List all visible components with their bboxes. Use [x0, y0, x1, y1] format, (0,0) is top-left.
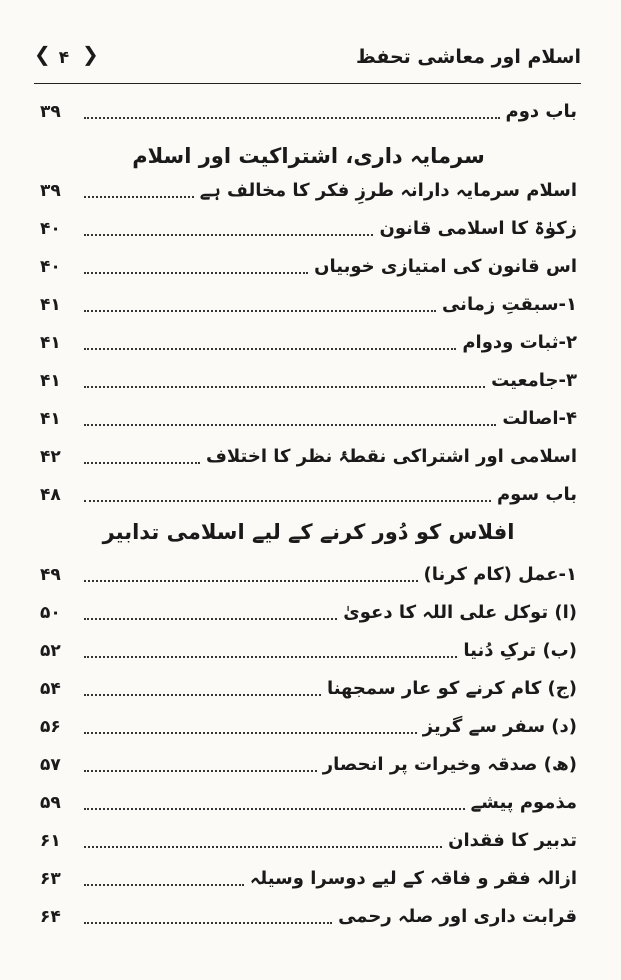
toc-entry-page-number: ۴۰: [40, 219, 61, 239]
toc-entry-title: (د) سفر سے گریز: [422, 716, 577, 737]
dot-leader: [84, 500, 491, 502]
toc-entry: [40, 97, 577, 125]
toc-entry: [40, 598, 577, 626]
toc-entry: [40, 788, 577, 816]
toc-entry-title: مذموم پیشے: [470, 792, 577, 813]
toc-entry-page-number: ۴۱: [40, 409, 61, 429]
toc-entry-title: ۱-عمل (کام کرنا): [423, 564, 577, 585]
toc-entry: [40, 560, 577, 588]
toc-entry-title: (ب) ترکِ دُنیا: [463, 640, 577, 661]
dot-leader: [84, 846, 442, 848]
dot-leader: [84, 196, 194, 198]
toc-entry-page-number: ۵۲: [40, 641, 61, 661]
toc-entry-page-number: ۴۱: [40, 371, 61, 391]
toc-entry-page-number: ۵۹: [40, 793, 61, 813]
page-header: [34, 40, 581, 80]
toc-entry-title: باب سوم: [496, 484, 577, 505]
dot-leader: [84, 310, 436, 312]
toc-entry-title: (ا) توکل علی اللہ کا دعویٰ: [343, 602, 577, 623]
toc-entry: [40, 864, 577, 892]
toc-entry-title: ۴-اصالت: [502, 408, 577, 429]
toc-entry-page-number: ۴۱: [40, 295, 61, 315]
dot-leader: [84, 770, 317, 772]
toc-entry-title: باب دوم: [505, 101, 577, 122]
header-rule: [34, 83, 581, 84]
running-title: اسلام اور معاشی تحفظ: [355, 46, 581, 68]
toc-entry-page-number: ۶۱: [40, 831, 61, 851]
toc-entry-page-number: ۴۰: [40, 257, 61, 277]
toc-entry-title: ۳-جامعیت: [491, 370, 577, 391]
toc-entry-title: (ھ) صدقہ وخیرات پر انحصار: [322, 754, 577, 775]
toc-entry-page-number: ۶۴: [40, 907, 61, 927]
dot-leader: [84, 348, 456, 350]
toc-entry-page-number: ۳۹: [40, 181, 61, 201]
toc-entry: [40, 674, 577, 702]
dot-leader: [84, 580, 418, 582]
dot-leader: [84, 424, 496, 426]
dot-leader: [84, 808, 465, 810]
toc-entry-page-number: ۳۹: [40, 102, 61, 122]
dot-leader: [84, 462, 200, 464]
page-number: ۴: [58, 48, 70, 68]
dot-leader: [84, 117, 500, 119]
toc-entry: [40, 290, 577, 318]
toc-entry-title: ۲-ثبات ودوام: [462, 332, 577, 353]
toc-entry: [40, 214, 577, 242]
toc-entry-page-number: ۴۸: [40, 485, 61, 505]
toc-entry: [40, 328, 577, 356]
toc-entry-page-number: ۵۷: [40, 755, 61, 775]
toc-entry: [40, 902, 577, 930]
toc-entry: [40, 750, 577, 778]
dot-leader: [84, 922, 332, 924]
dot-leader: [84, 656, 457, 658]
toc-entry: [40, 176, 577, 204]
dot-leader: [84, 618, 337, 620]
toc-entry-title: تدبیر کا فقدان: [448, 830, 577, 851]
toc-entry-title: اسلام سرمایہ دارانہ طرزِ فکر کا مخالف ہے: [199, 180, 577, 201]
toc-entry-title: زکوٰۃ کا اسلامی قانون: [379, 218, 577, 239]
dot-leader: [84, 386, 485, 388]
toc-entry-page-number: ۴۲: [40, 447, 61, 467]
toc-entry: [40, 480, 577, 508]
toc-entry: [40, 826, 577, 854]
toc-entry-title: ازالہ فقر و فاقہ کے لیے دوسرا وسیلہ: [249, 868, 577, 889]
toc-entry: [40, 636, 577, 664]
section-heading: سرمایہ داری، اشتراکیت اور اسلام: [132, 144, 485, 168]
toc-entry-page-number: ۴۹: [40, 565, 61, 585]
toc-entry: [40, 712, 577, 740]
dot-leader: [84, 272, 308, 274]
dot-leader: [84, 234, 373, 236]
toc-entry-title: قرابت داری اور صلہ رحمی: [338, 906, 577, 927]
toc-entry-page-number: ۵۰: [40, 603, 61, 623]
toc-entry-page-number: ۵۴: [40, 679, 61, 699]
dot-leader: [84, 732, 417, 734]
toc-entry-title: اس قانون کی امتیازی خوبیاں: [314, 256, 577, 277]
toc-entry: [40, 442, 577, 470]
toc-entry-page-number: ۵۶: [40, 717, 61, 737]
toc-entry: [40, 252, 577, 280]
toc-entry: [40, 404, 577, 432]
ornament-right-icon: ❯: [82, 42, 99, 66]
toc-entry-page-number: ۶۳: [40, 869, 61, 889]
toc-entry-title: (ج) کام کرنے کو عار سمجھنا: [326, 678, 577, 699]
toc-entry-title: ۱-سبقتِ زمانی: [441, 294, 577, 315]
toc-entry-page-number: ۴۱: [40, 333, 61, 353]
toc-entry: [40, 366, 577, 394]
toc-entry-title: اسلامی اور اشتراکی نقطۂ نظر کا اختلاف: [205, 446, 577, 467]
section-heading: افلاس کو دُور کرنے کے لیے اسلامی تدابیر: [102, 520, 515, 544]
dot-leader: [84, 884, 244, 886]
dot-leader: [84, 694, 321, 696]
ornament-left-icon: ❮: [34, 42, 51, 66]
